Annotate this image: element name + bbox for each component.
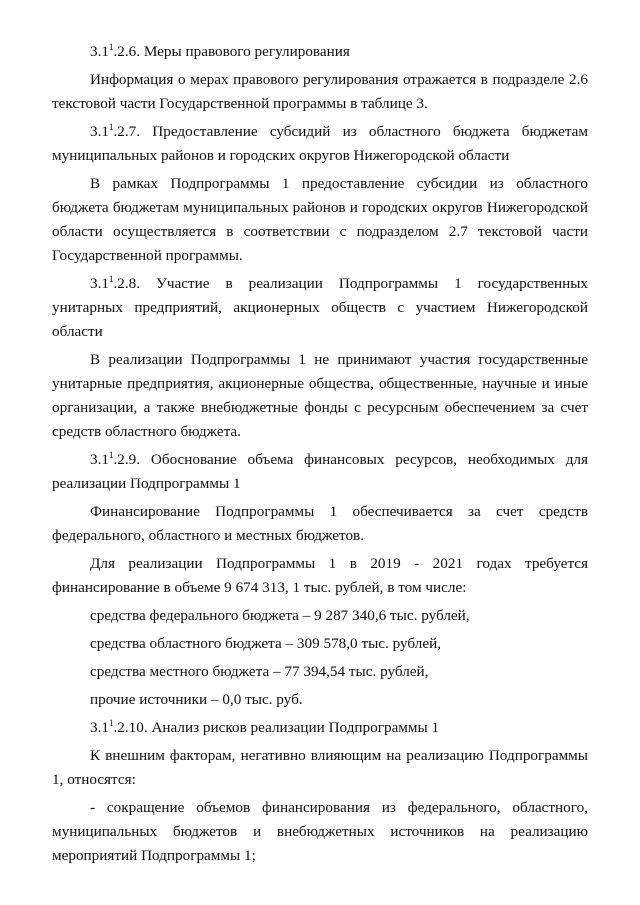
para-2-9-funding (52, 500, 588, 548)
item-regional (52, 632, 588, 656)
heading-2-10 (52, 716, 588, 740)
section-number: 3.1 (90, 275, 109, 292)
paragraph-text: - сокращение объемов финансирования из федерального, областного, муниципальных бюджетов и внебюджетных источников на реализацию мероприятий Подпрограммы 1; (52, 799, 588, 864)
section-number: 3.1 (90, 43, 109, 60)
paragraph-text: средства областного бюджета – 309 578,0 тыс. рублей, (90, 635, 442, 652)
paragraph-text: .2.6. Меры правового регулирования (113, 43, 350, 60)
section-number: 3.1 (90, 451, 109, 468)
paragraph-text: В рамках Подпрограммы 1 предоставление субсидии из областного бюджета бюджетам муниципальных районов и городских округов Нижегородской области осуществляется в соответствии с подразделом 2.7 текстовой части Государственной программы. (52, 175, 588, 264)
paragraph-text: К внешним факторам, негативно влияющим на реализацию Подпрограммы 1, относятся: (52, 747, 588, 788)
section-number: 3.1 (90, 719, 109, 736)
section-number: 3.1 (90, 123, 109, 140)
paragraph-text: средства федерального бюджета – 9 287 340,6 тыс. рублей, (90, 607, 470, 624)
paragraph-text: Финансирование Подпрограммы 1 обеспечивается за счет средств федерального, областного и местных бюджетов. (52, 503, 588, 544)
section-superscript: 1 (108, 449, 114, 460)
para-2-7-info (52, 172, 588, 268)
para-2-10-reduction (52, 796, 588, 868)
section-superscript: 1 (108, 41, 114, 52)
heading-2-6 (52, 40, 588, 64)
document-body (52, 40, 588, 872)
paragraph-text: .2.8. Участие в реализации Подпрограммы 1 государственных унитарных предприятий, акционерных обществ с участием Нижегородской области (52, 275, 588, 340)
paragraph-text: прочие источники – 0,0 тыс. руб. (90, 691, 303, 708)
para-2-6-info (52, 68, 588, 116)
para-2-8-info (52, 348, 588, 444)
heading-2-7 (52, 120, 588, 168)
section-superscript: 1 (108, 717, 114, 728)
section-superscript: 1 (108, 273, 114, 284)
paragraph-text: средства местного бюджета – 77 394,54 тыс. рублей, (90, 663, 429, 680)
paragraph-text: .2.7. Предоставление субсидий из областного бюджета бюджетам муниципальных районов и городских округов Нижегородской области (52, 123, 588, 164)
para-2-10-factors (52, 744, 588, 792)
para-2-9-total (52, 552, 588, 600)
heading-2-9 (52, 448, 588, 496)
section-superscript: 1 (108, 121, 114, 132)
heading-2-8 (52, 272, 588, 344)
paragraph-text: .2.10. Анализ рисков реализации Подпрограммы 1 (113, 719, 440, 736)
paragraph-text: Для реализации Подпрограммы 1 в 2019 - 2021 годах требуется финансирование в объеме 9 674 313, 1 тыс. рублей, в том числе: (52, 555, 588, 596)
paragraph-text: Информация о мерах правового регулирования отражается в подразделе 2.6 текстовой части Государственной программы в таблице 3. (52, 71, 588, 112)
paragraph-text: В реализации Подпрограммы 1 не принимают участия государственные унитарные предприятия, акционерные общества, общественные, научные и иные организации, а также внебюджетные фонды с ресурсным обеспечением за счет средств областного бюджета. (52, 351, 588, 440)
item-federal (52, 604, 588, 628)
item-local (52, 660, 588, 684)
item-other (52, 688, 588, 712)
paragraph-text: .2.9. Обоснование объема финансовых ресурсов, необходимых для реализации Подпрограммы 1 (52, 451, 588, 492)
